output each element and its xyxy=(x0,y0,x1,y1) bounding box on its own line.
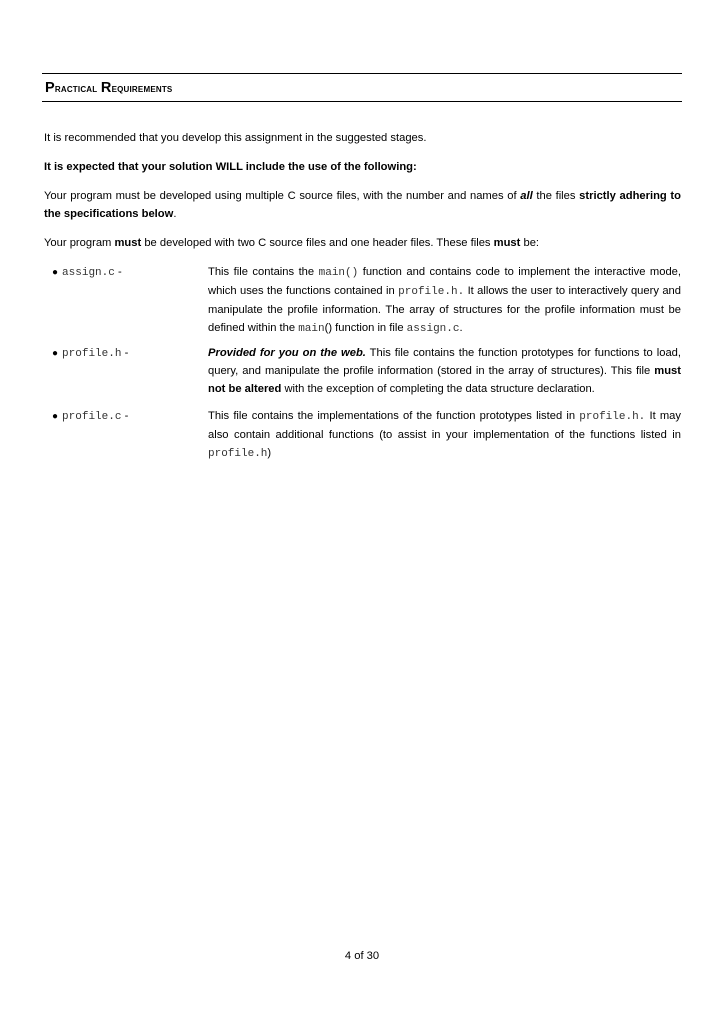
files-paragraph xyxy=(44,234,681,252)
emphasis-must: must xyxy=(493,237,521,249)
text: ) xyxy=(267,447,272,459)
text: . xyxy=(459,322,463,334)
intro-paragraph: It is recommended that you develop this assignment in the suggested stages. xyxy=(44,132,427,144)
text: Your program xyxy=(44,237,115,249)
file-name: assign.c xyxy=(62,267,115,279)
text: It allows the user to interactively query and manipulate the profile information. The array of structures for the profile information must be defined within the xyxy=(208,285,681,334)
section-heading-text: Practical Requirements xyxy=(45,80,173,96)
emphasis-must: must xyxy=(114,237,142,249)
emphasis-all: all xyxy=(520,190,533,202)
code: profile.h. xyxy=(398,286,465,298)
bullet-icon: ● xyxy=(52,267,59,278)
text: with the exception of completing the data structure declaration. xyxy=(281,383,595,395)
file-name: profile.h xyxy=(62,348,122,360)
text: This file contains the function prototypes for functions to load, query, and manipulate the profile information (stored in the array of structures). This file xyxy=(208,347,681,377)
file-label xyxy=(52,344,128,363)
bullet-icon: ● xyxy=(52,411,59,422)
text: be developed with two C source files and one header files. These files xyxy=(141,237,494,249)
code: profile.h. xyxy=(579,411,646,423)
file-description xyxy=(208,344,681,398)
text: Your program must be developed using multiple C source files, with the number and names of xyxy=(44,190,521,202)
emphasis-strong: must not be altered xyxy=(208,365,681,395)
bullet-icon: ● xyxy=(52,348,59,359)
multiple-files-paragraph xyxy=(44,187,681,223)
code: main xyxy=(298,323,325,335)
file-label xyxy=(52,407,128,426)
text: This file contains the xyxy=(208,266,319,278)
code: assign.c xyxy=(406,323,460,335)
file-name: profile.c xyxy=(62,411,122,423)
file-label xyxy=(52,263,122,282)
page-number: 4 of 30 xyxy=(344,950,380,962)
separator: - xyxy=(114,266,122,278)
code: main() xyxy=(318,267,359,279)
expectation-paragraph: It is expected that your solution WILL include the use of the following: xyxy=(44,161,417,173)
text: be: xyxy=(520,237,540,249)
separator: - xyxy=(121,347,129,359)
section-heading xyxy=(42,73,682,102)
file-description xyxy=(208,263,681,338)
separator: - xyxy=(121,410,129,422)
text: This file contains the implementations of the function prototypes listed in xyxy=(208,410,580,422)
text: () function in file xyxy=(324,322,407,334)
text: the files xyxy=(532,190,580,202)
text: It may also contain additional functions (to assist in your implementation of the functions listed in xyxy=(208,410,681,441)
code: profile.h xyxy=(208,448,268,460)
text: . xyxy=(173,208,177,220)
file-description xyxy=(208,407,681,463)
emphasis-strictly: strictly adhering to the specifications below xyxy=(44,190,681,220)
emphasis: Provided for you on the web. xyxy=(208,347,366,359)
text: function and contains code to implement the interactive mode, which uses the functions contained in xyxy=(208,266,681,297)
